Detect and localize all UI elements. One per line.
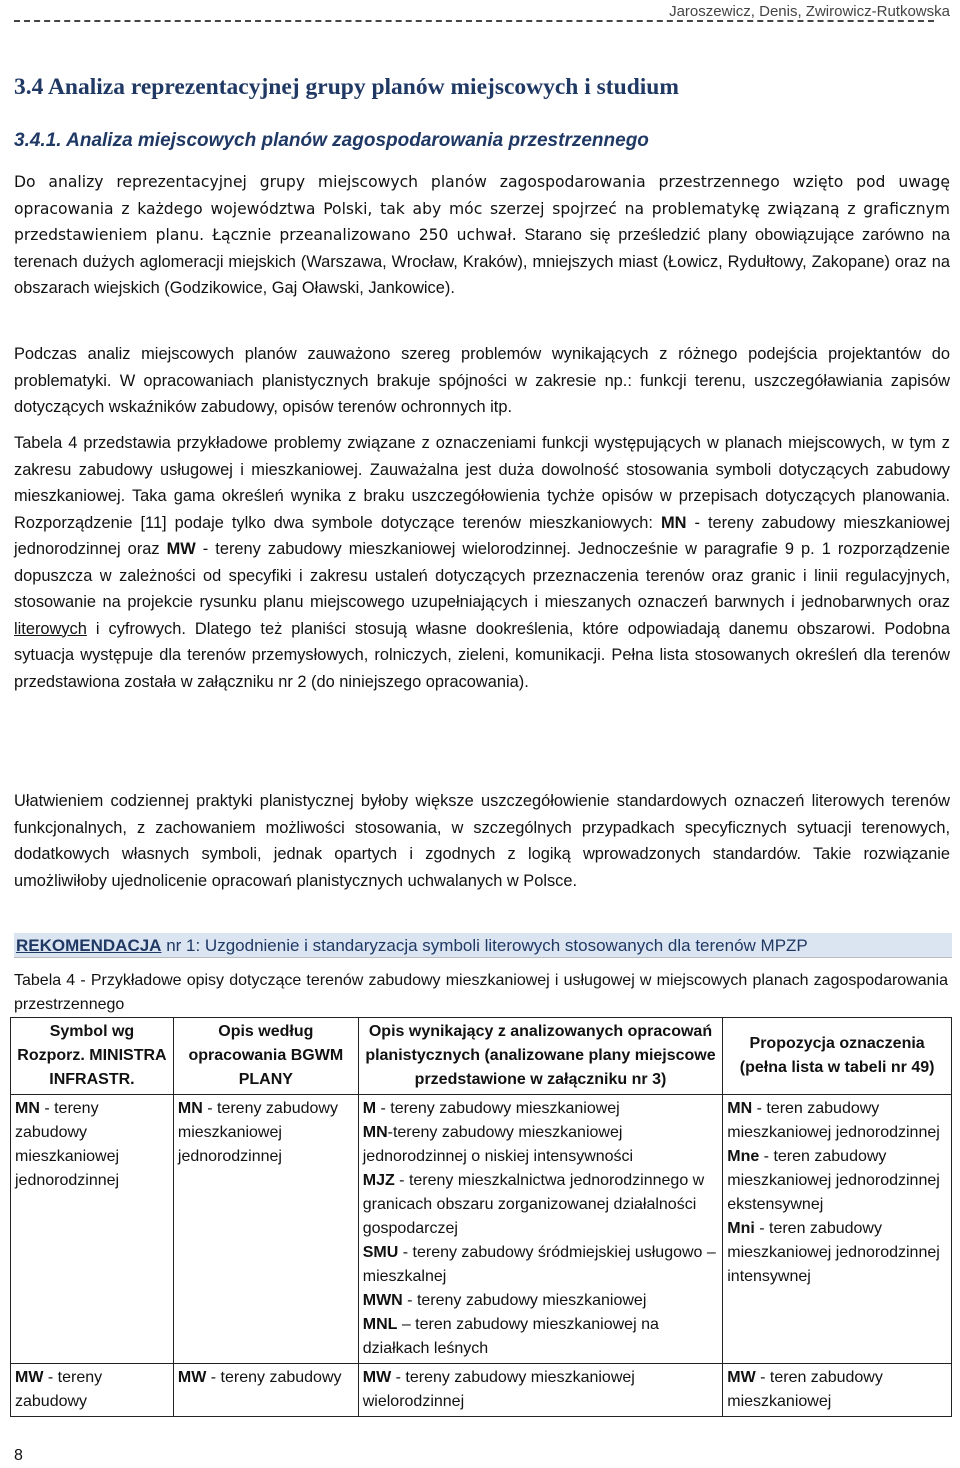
symbol-code: SMU (362, 1244, 399, 1261)
symbol-desc: - tereny zabudowy mieszkaniowej (376, 1100, 620, 1117)
table-row (11, 1095, 952, 1364)
section-title: 3.4 Analiza reprezentacyjnej grupy planów miejscowych i studium (14, 74, 679, 100)
list-item (363, 1121, 719, 1169)
list-item (363, 1313, 719, 1361)
paragraph-1-part-b: Starano się prześledzić plany obowiązujące zarówno na terenach dużych aglomeracji miejskich (Warszawa, Wrocław, Kraków), mniejszych miast (Łowicz, Rydułtowy, Zakopane) oraz na obszarach wiejskich (Godzikowice, Gaj Oławski, Jankowice). (14, 226, 950, 297)
list-item (727, 1145, 947, 1217)
paragraph-1-part-a: Do analizy reprezentacyjnej grupy miejscowych planów zagospodarowania przestrzennego wzięto pod uwagę opracowania z każdego województwa Polski, tak aby móc szerzej spojrzeć na problematykę związaną z graficznym przedstawieniem planu. Łącznie przeanalizowano 250 uchwał. (14, 173, 950, 244)
list-item (363, 1097, 719, 1121)
table-cell (358, 1095, 723, 1364)
symbol-desc: - tereny zabudowy (206, 1369, 342, 1386)
symbol-code: Mne (727, 1148, 760, 1165)
symbol-desc: - tereny zabudowy mieszkaniowej jednorodzinnej (15, 1100, 120, 1189)
recommendation-label: REKOMENDACJA (16, 936, 162, 955)
table-cell (11, 1095, 174, 1364)
table-cell (723, 1095, 952, 1364)
symbol-desc: - tereny zabudowy mieszkaniowej jednorodzinnej (177, 1100, 338, 1165)
symbol-code: MW (177, 1369, 207, 1386)
list-item (363, 1241, 719, 1289)
table-row (11, 1364, 952, 1417)
table-header-cell: Opis wynikający z analizowanych opracowań planistycznych (analizowane plany miejscowe przedstawione w załączniku nr 3) (358, 1018, 723, 1095)
symbol-desc: - teren zabudowy mieszkaniowej (727, 1369, 883, 1410)
subsection-title: 3.4.1. Analiza miejscowych planów zagospodarowania przestrzennego (14, 130, 649, 151)
symbol-code: MN (727, 1100, 753, 1117)
symbol-desc: - tereny zabudowy (15, 1369, 103, 1410)
symbol-code: MN (15, 1100, 40, 1117)
symbol-code: MW (15, 1369, 44, 1386)
paragraph-3-part-b: - tereny zabudowy mieszkaniowej jednorodzinnej oraz (14, 513, 950, 558)
symbol-desc: - teren zabudowy mieszkaniowej jednorodzinnej intensywnej (727, 1220, 940, 1285)
paragraph-3-part-c: - tereny zabudowy mieszkaniowej wielorodzinnej. Jednocześnie w paragrafie 9 p. 1 rozporządzenie dopuszcza w zależności od specyfiki i zakresu ustaleń dotyczących przeznaczenia terenów oraz granic i linii regulacyjnych, stosowanie na projekcie rysunku planu miejscowego uzupełniających i mieszanych oznaczeń barwnych i jednobarwnych oraz (14, 540, 950, 611)
symbol-mw: MW (166, 540, 196, 558)
page-number: 8 (14, 1447, 23, 1464)
symbol-code: MNL (362, 1316, 398, 1333)
symbol-code: MJZ (362, 1172, 395, 1189)
symbol-desc: - tereny zabudowy śródmiejskiej usługowo – mieszkalnej (362, 1244, 716, 1285)
paragraph-2: Podczas analiz miejscowych planów zauważono szereg problemów wynikających z różnego podejścia projektantów do problematyki. W opracowaniach planistycznych brakuje spójności w zakresie np.: funkcji terenu, uszczegóławiania zapisów dotyczących wskaźników zabudowy, opisów terenów ochronnych itp. (14, 345, 950, 416)
symbol-desc: – teren zabudowy mieszkaniowej na działkach leśnych (362, 1316, 659, 1357)
symbol-code: Mni (727, 1220, 755, 1237)
paragraph-1 (14, 169, 950, 302)
table-cell (11, 1364, 174, 1417)
running-header-author: Jaroszewicz, Denis, Zwirowicz-Rutkowska (669, 3, 950, 20)
paragraph-3-part-d: i cyfrowych. Dlatego też planiści stosują własne dookreślenia, które odpowiadają danemu obszarowi. Podobna sytuacja występuje dla terenów przemysłowych, rolniczych, zieleni, komunikacji. Pełna lista stosowanych określeń dla terenów przedstawiona została w załączniku nr 2 (do niniejszego opracowania). (14, 619, 950, 691)
list-item (363, 1289, 719, 1313)
symbol-code: MN (362, 1124, 388, 1141)
paragraph-4: Ułatwieniem codziennej praktyki planistycznej byłoby większe uszczegółowienie standardowych oznaczeń literowych terenów funkcjonalnych, z zachowaniem możliwości stosowania, w szczególnych przypadkach specyficznych sytuacji terenowych, dodatkowych własnych symboli, jednak opartych i zgodnych z logiką wprowadzonych standardów. Takie rozwiązanie umożliwiłoby ujednolicenie opracowań planistycznych uchwalanych w Polsce. (14, 792, 950, 890)
symbol-desc: - tereny zabudowy mieszkaniowej (402, 1292, 647, 1309)
list-item (727, 1217, 947, 1289)
header-dashed-rule (14, 20, 934, 22)
table-header-cell: Propozycja oznaczenia (pełna lista w tabeli nr 49) (723, 1018, 952, 1095)
table-header-cell: Symbol wg Rozporz. MINISTRA INFRASTR. (11, 1018, 174, 1095)
symbol-desc: - tereny zabudowy mieszkaniowej wielorodzinnej (362, 1369, 635, 1410)
table-header-cell: Opis według opracowania BGWM PLANY (173, 1018, 358, 1095)
symbol-desc: - teren zabudowy mieszkaniowej jednorodzinnej ekstensywnej (727, 1148, 940, 1213)
symbol-code: MWN (362, 1292, 403, 1309)
symbol-code: M (362, 1100, 377, 1117)
symbol-code: MN (177, 1100, 203, 1117)
table-cell (723, 1364, 952, 1417)
symbol-code: MW (362, 1369, 392, 1386)
table-caption: Tabela 4 - Przykładowe opisy dotyczące terenów zabudowy mieszkaniowej i usługowej w miejscowych planach zagospodarowania przestrzennego (14, 972, 948, 1013)
symbol-mn: MN (660, 513, 687, 532)
paragraph-3-part-a: Tabela 4 przedstawia przykładowe problemy związane z oznaczeniami funkcji występujących w planach miejscowych, w tym z zakresu zabudowy usługowej i mieszkaniowej. Zauważalna jest duża dowolność stosowania symboli dotyczących zabudowy mieszkaniowej. Taka gama określeń wynika z braku uszczegółowienia tychże opisów w przepisach dotyczących planowania. Rozporządzenie [11] podaje tylko dwa symbole dotyczące terenów mieszkaniowych: (14, 434, 950, 532)
symbol-desc: -tereny zabudowy mieszkaniowej jednorodzinnej o niskiej intensywności (362, 1124, 634, 1165)
symbol-desc: - teren zabudowy mieszkaniowej jednorodzinnej (727, 1100, 940, 1141)
table-cell (358, 1364, 723, 1417)
symbols-table (10, 1017, 952, 1417)
table-cell (173, 1364, 358, 1417)
table-cell (173, 1095, 358, 1364)
list-item (727, 1097, 947, 1145)
symbol-desc: - tereny mieszkalnictwa jednorodzinnego w granicach obszaru zorganizowanej działalności gospodarczej (362, 1172, 705, 1237)
recommendation-banner (14, 933, 952, 958)
underlined-word: literowych (14, 619, 87, 638)
table-header-row (11, 1018, 952, 1095)
paragraph-3 (14, 430, 950, 695)
symbol-code: MW (727, 1369, 756, 1386)
list-item (363, 1169, 719, 1241)
recommendation-text: nr 1: Uzgodnienie i standaryzacja symboli literowych stosowanych dla terenów MPZP (161, 936, 808, 955)
